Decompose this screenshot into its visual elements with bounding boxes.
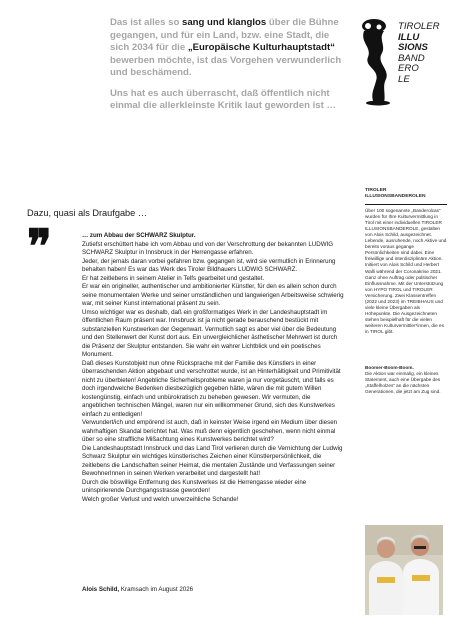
- letter-paragraph: Jeder, der jemals daran vorbei gefahren bzw. gegangen ist, wird sie vermutlich in Erinnerung behalten haben! Es war das Werk des Tiroler Bildhauers LUDWIG SCHWARZ.: [82, 257, 336, 273]
- sidebar-section-2: [365, 365, 447, 395]
- quote-mark-icon: ❞: [27, 219, 52, 273]
- sidebar-title: TIROLER ILLUSIONSBANDEROLEN: [365, 188, 447, 205]
- signature: [82, 586, 344, 595]
- sidebar-body-2: Die Aktion war einmalig, ein kleines Statement, auch eine Übergabe des „Staffelholzes“ an die nächsten Generationen, die jetzt am Zug sind.: [365, 371, 441, 395]
- letter-paragraph: Zutiefst erschüttert habe ich vom Abbau und von der Verschrottung der bekannten LUDWIG SCHWARZ Skulptur in Innsbruck in der Herrengasse erfahren.: [82, 240, 334, 256]
- sidebar: [365, 188, 447, 395]
- letter-paragraph: Durch die böswillige Entfernung des Kunstwerkes ist die Herrengasse wieder eine uninspirierende Durchgangsstrasse geworden!: [82, 478, 307, 494]
- author-name: Alois Schild,: [82, 586, 120, 593]
- section-subheading: Dazu, quasi als Draufgabe …: [27, 208, 148, 218]
- letter-paragraph: Er hat zeitlebens in seinem Atelier in Telfs gearbeitet und gestaltet.: [82, 274, 265, 282]
- intro-paragraph-2: Uns hat es auch überrascht, daß öffentlich nicht einmal die allerkleinste Kritik laut geworden ist …: [110, 87, 337, 111]
- logo-wordmark: TIROLER ILLU SIONS BAND ERO LE: [398, 21, 440, 85]
- intro-paragraph-1: Das ist alles so sang und klanglos über die Bühne gegangen, und für ein Land, bzw. eine Stadt, die sich 2034 für die „Europäische Kulturhauptstadt“ bewerben möchte, ist das Vorgehen verwunderlich und beschämend.: [110, 17, 342, 78]
- letter-paragraph: Die Landeshauptstadt Innsbruck und das Land Tirol verlieren durch die Vernichtung der Ludwig Schwarz Skulptur ein wichtiges künstlerisches Zeichen einer Künstlerpersönlichkeit, die zeitlebens die Landschaften seiner Heimat, die mentalen Zustände und Verfassungen seiner BewohnerInnen in seinen Werken verarbeitet und dargestellt hat!: [82, 444, 343, 477]
- letter-paragraph: Umso wichtiger war es deshalb, daß ein großformatiges Werk in der Landeshauptstadt im öffentlichen Raum präsent war. Innsbruck ist ja nicht gerade berauschend bestückt mit substanziellen Kunstwerken der Gegenwart. Vermutlich sagt es aber viel über die Bedeutung und den Stellenwert der Kunst dort aus. Ein unvergleichlicher ästhetischer Mehrwert ist durch die Präsenz der Skulptur entstanden. Sie wahr ein wahrer Lichtblick und ein poetisches Monument.: [82, 308, 338, 358]
- letter-paragraph: Welch großer Verlust und welch unverzeihliche Schande!: [82, 495, 239, 503]
- letter-body: [82, 232, 344, 504]
- sidebar-heading-2: Boomer-Boom-Boom.: [365, 365, 414, 370]
- letter-paragraph: Daß dieses Kunstobjekt nun ohne Rücksprache mit der Familie des Künstlers in einer überraschenden Aktion abgebaut und verschrottet wurde, ist an Hinterhältigkeit und Primitivität nicht zu überbieten! Angebliche Sicherheitsprobleme waren ja nur vorgetäuscht, und falls es doch irgendwelche Bedenken diesbezüglich gegeben hätte, wären die mit gutem Willen kostengünstig, einfach und unbürokratisch zu beheben gewesen. Wir vermuten, die angeblichen technischen Mängel, waren nur ein willkommener Grund, sich des Kunstwerkes einfach zu entledigen!: [82, 359, 341, 418]
- letter-paragraph: Verwundert/ich und empörend ist auch, daß in keinster Weise irgend ein Medium über diesen wahrhaftigen Skandal berichtet hat. Was muß denn eigentlich geschehen, wenn nicht einmal über so eine straffliche Mißachtung eines Kunstwerkes berichtet wird?: [82, 419, 338, 443]
- intro-text: [110, 17, 350, 121]
- place-date: Kramsach im August 2026: [120, 586, 194, 593]
- two-men-photo: [365, 525, 443, 615]
- letter-paragraph: Er war ein origineller, authentischer und ambitionierter Künstler, für den es allein schon durch seine monumentalen Werke und seiner umständlichen und langwierigen Arbeitsweise schwierig war, mit seiner Kunst international präsent zu sein.: [82, 283, 344, 307]
- letter-lead: … zum Abbau der SCHWARZ Skulptur.: [82, 232, 196, 239]
- sidebar-body: Über 100 sogenannte „Banderolcas“ wurden für Ihre Kulturvermittlung in Tirol mit einer individuellen TIROLER ILLUSIONSBANDEROLE, gestalten von Alois Schild, ausgezeichnet. Lebende, ausruhende, noch Aktive und bereits voraus gegange Persönlichkeiten sind dabei. Eine freiwillige und interdisziplinäre Aktion. Initiiert von Alois Schild und Herbert Walli während der Coronakrise 2021. Ganz ohne Auftrag oder politischer Einflussnahme. Mit der Unterstützung von HYPO TIROL und TIROLER Versicherung. Zwei Klassentreffen (2022 und 2023) im TREIBHAUS und viele kleine Übergaben als Höhepunkte. Die Ausgezeichneten stehen beispielhaft für die vielen weiteren Kulturvermittler*innen, die es in TIROL gibt.: [365, 207, 447, 335]
